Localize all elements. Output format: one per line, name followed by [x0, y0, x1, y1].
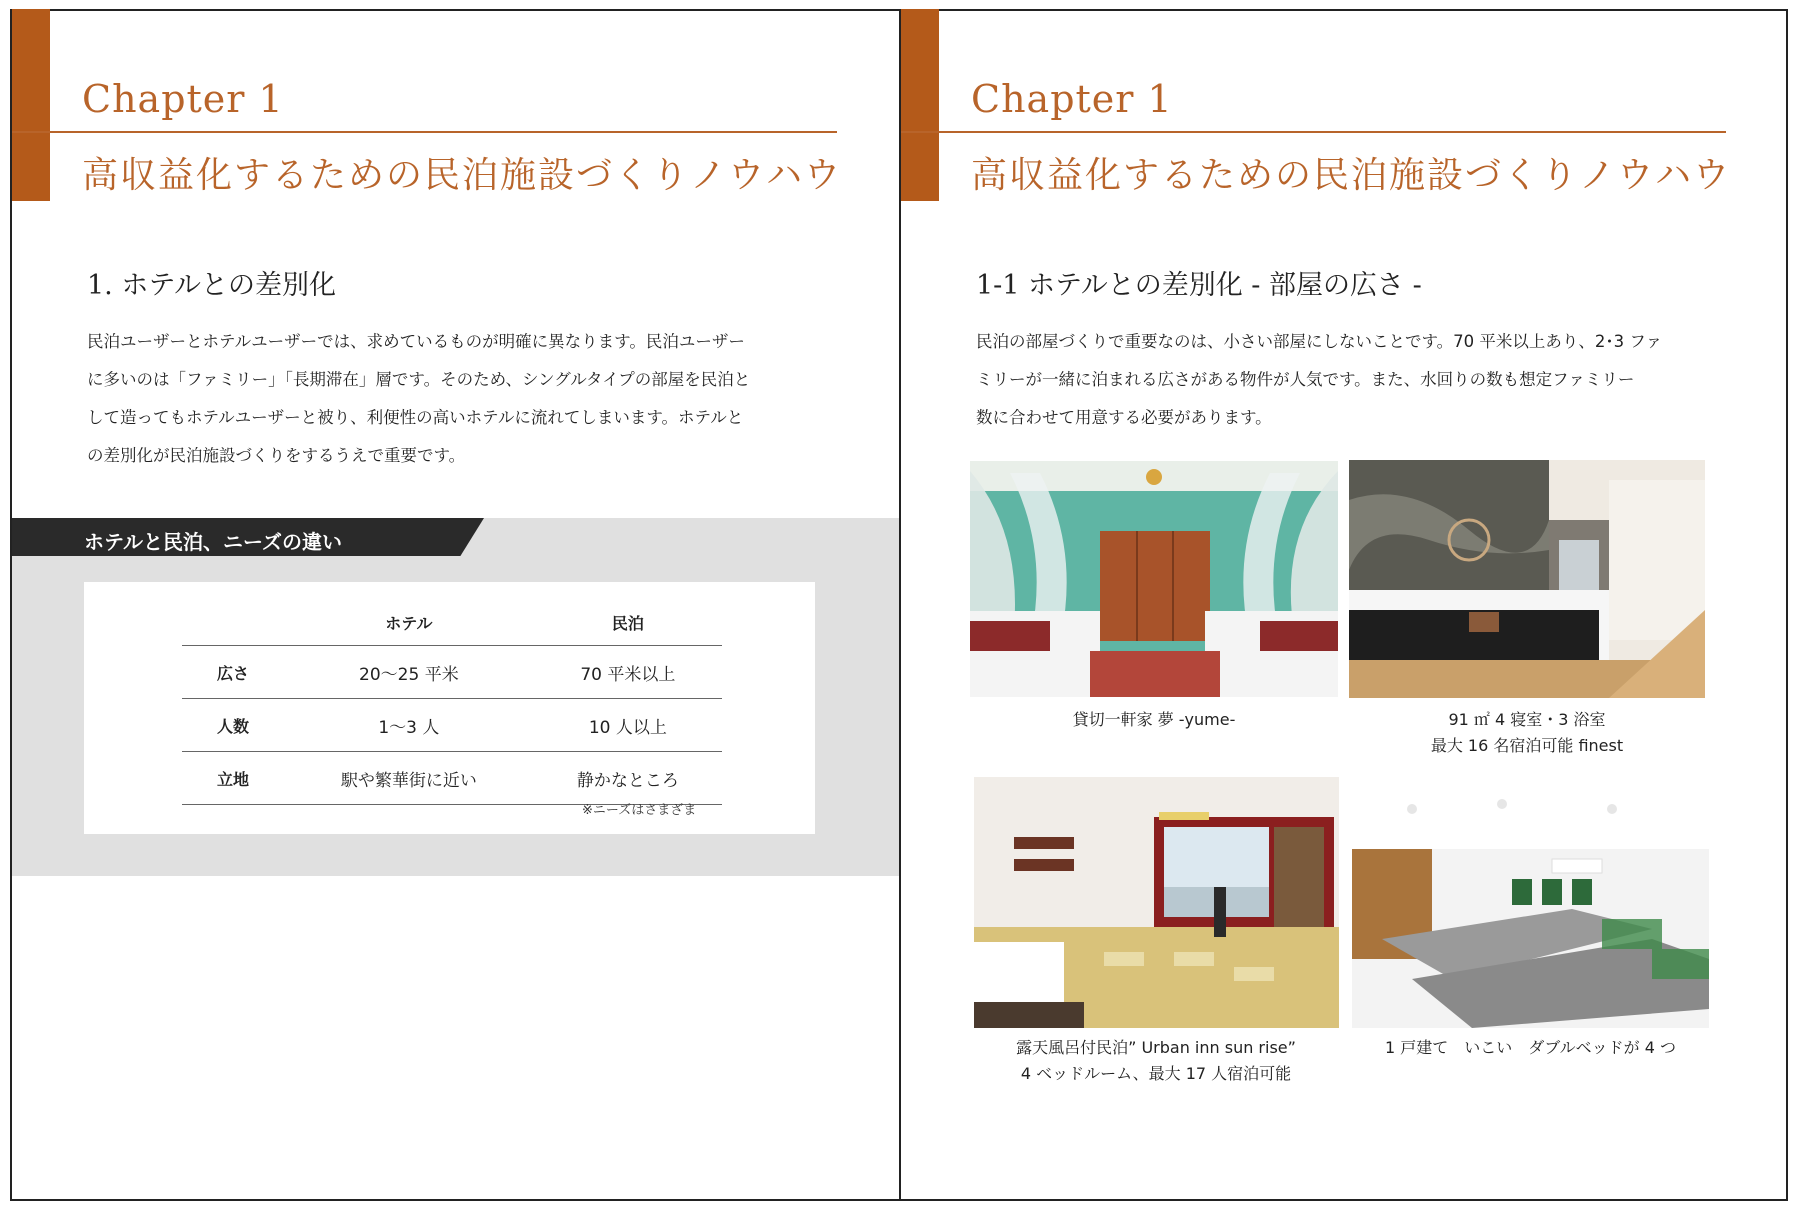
- body-paragraph: [976, 323, 1736, 437]
- cell-minpaku: 70 平米以上: [534, 646, 722, 699]
- room-photo-sunrise-image: [974, 777, 1339, 1028]
- comparison-table: [182, 599, 722, 805]
- body-line: に多いのは「ファミリー」「長期滞在」層です。そのため、シングルタイプの部屋を民泊と: [87, 370, 751, 389]
- row-label: 広さ: [182, 646, 284, 699]
- room-photo-finest: [1349, 460, 1705, 698]
- chapter-rule: [901, 131, 1726, 133]
- body-line: の差別化が民泊施設づくりをするうえで重要です。: [87, 446, 466, 465]
- cell-minpaku: 10 人以上: [534, 699, 722, 752]
- left-page: [12, 9, 899, 1201]
- room-photo-ikoi-image: [1352, 779, 1709, 1028]
- cell-minpaku: 静かなところ: [534, 752, 722, 805]
- room-photo-sunrise: [974, 777, 1339, 1028]
- right-page: [901, 9, 1786, 1201]
- room-photo-ikoi: [1352, 779, 1709, 1028]
- body-line: 数に合わせて用意する必要があります。: [976, 408, 1272, 427]
- caption-line: 露天風呂付民泊” Urban inn sun rise”: [1016, 1038, 1296, 1057]
- caption-line: 91 ㎡ 4 寝室・3 浴室: [1448, 710, 1606, 729]
- cell-hotel: 駅や繁華街に近い: [284, 752, 534, 805]
- room-photo-yume: [970, 461, 1338, 697]
- table-header-minpaku: 民泊: [534, 599, 722, 646]
- table-header-hotel: ホテル: [284, 599, 534, 646]
- photo-caption: [1352, 1035, 1709, 1061]
- section-heading: 1-1 ホテルとの差別化 - 部屋の広さ -: [976, 270, 1422, 301]
- caption-line: 4 ベッドルーム、最大 17 人宿泊可能: [1020, 1064, 1292, 1083]
- room-photo-yume-image: [970, 461, 1338, 697]
- photo-caption: [956, 1035, 1356, 1087]
- cell-hotel: 1〜3 人: [284, 699, 534, 752]
- body-line: して造ってもホテルユーザーと被り、利便性の高いホテルに流れてしまいます。ホテルと: [87, 408, 744, 427]
- body-line: ミリーが一緒に泊まれる広さがある物件が人気です。また、水回りの数も想定ファミリー: [976, 370, 1635, 389]
- section-heading: 1. ホテルとの差別化: [87, 270, 336, 301]
- body-paragraph: [87, 323, 827, 475]
- chapter-accent-bar: [901, 9, 939, 201]
- photo-caption: [1349, 707, 1705, 759]
- room-photo-finest-image: [1349, 460, 1705, 698]
- chapter-title: 高収益化するための民泊施設づくりノウハウ: [971, 155, 1732, 196]
- cell-hotel: 20〜25 平米: [284, 646, 534, 699]
- row-label: 人数: [182, 699, 284, 752]
- table-row: [182, 699, 722, 752]
- caption-line: 1 戸建て いこい ダブルベッドが 4 つ: [1385, 1038, 1676, 1057]
- chapter-label: Chapter 1: [82, 77, 284, 121]
- caption-line: 貸切一軒家 夢 -yume-: [1072, 710, 1236, 729]
- chapter-label: Chapter 1: [971, 77, 1173, 121]
- body-line: 民泊の部屋づくりで重要なのは、小さい部屋にしないことです。70 平米以上あり、2･3 ファ: [976, 332, 1663, 351]
- table-header-row: [182, 599, 722, 646]
- table-note: ※ニーズはさまざま: [582, 803, 697, 818]
- table-header-empty: [182, 599, 284, 646]
- chapter-accent-bar: [12, 9, 50, 201]
- chapter-title: 高収益化するための民泊施設づくりノウハウ: [82, 155, 843, 196]
- comparison-banner-text: ホテルと民泊、ニーズの違い: [84, 530, 342, 554]
- body-line: 民泊ユーザーとホテルユーザーでは、求めているものが明確に異なります。民泊ユーザー: [87, 332, 745, 351]
- caption-line: 最大 16 名宿泊可能 finest: [1430, 736, 1624, 755]
- row-label: 立地: [182, 752, 284, 805]
- table-row: [182, 646, 722, 699]
- photo-caption: [970, 707, 1338, 733]
- table-row: [182, 752, 722, 805]
- chapter-rule: [12, 131, 837, 133]
